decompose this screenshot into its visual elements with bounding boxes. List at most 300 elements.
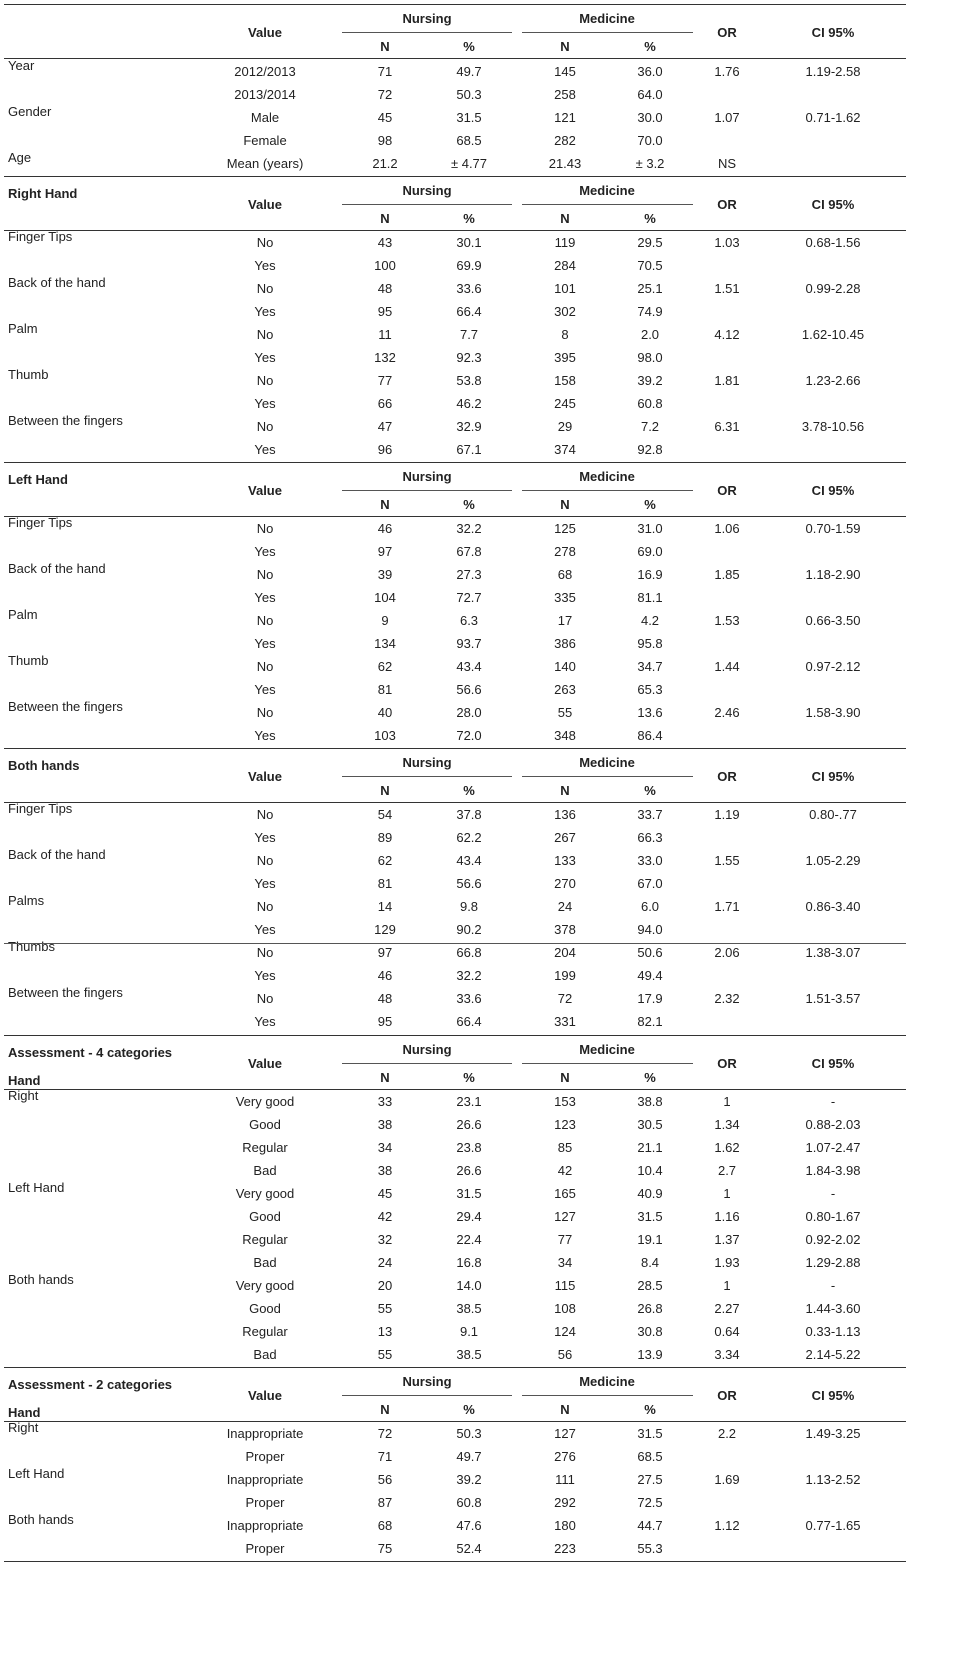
medicine-n: 17	[557, 613, 573, 628]
nursing-pct: 33.6	[456, 991, 482, 1006]
nursing-n: 39	[377, 567, 393, 582]
medicine-n: 199	[554, 968, 576, 983]
row-value: Inappropriate	[226, 1472, 304, 1487]
nursing-pct: 69.9	[456, 258, 482, 273]
medicine-n: 158	[554, 373, 576, 388]
row-value: Male	[250, 110, 280, 125]
confidence-interval: 1.84-3.98	[805, 1163, 861, 1178]
odds-ratio: 1	[723, 1186, 731, 1201]
odds-ratio: 2.2	[717, 1426, 737, 1441]
medicine-pct: 21.1	[637, 1140, 663, 1155]
row-value: Bad	[253, 1255, 277, 1270]
nursing-n: 38	[377, 1163, 393, 1178]
row-value: Female	[243, 133, 287, 148]
row-value: No	[256, 807, 274, 822]
row-value: No	[256, 419, 274, 434]
nursing-n-header: N	[380, 1402, 390, 1417]
row-label: Year	[8, 58, 35, 73]
confidence-interval: 0.66-3.50	[805, 613, 861, 628]
medicine-n: 267	[554, 830, 576, 845]
medicine-n: 335	[554, 590, 576, 605]
row-value: Good	[249, 1117, 281, 1132]
odds-ratio: 4.12	[714, 327, 740, 342]
medicine-n: 42	[557, 1163, 573, 1178]
odds-ratio: 1.12	[714, 1518, 740, 1533]
medicine-pct: 30.0	[637, 110, 663, 125]
header-bottom-rule	[4, 58, 906, 59]
confidence-interval: 0.68-1.56	[805, 235, 861, 250]
row-value: Inappropriate	[226, 1518, 304, 1533]
nursing-pct: 38.5	[456, 1301, 482, 1316]
nursing-n: 20	[377, 1278, 393, 1293]
row-value: No	[256, 659, 274, 674]
medicine-pct: 6.0	[640, 899, 660, 914]
row-value: Yes	[254, 728, 276, 743]
row-label: Palm	[8, 321, 38, 336]
medicine-pct: 68.5	[637, 1449, 663, 1464]
row-label: Thumb	[8, 367, 49, 382]
nursing-pct: 14.0	[456, 1278, 482, 1293]
medicine-n: 68	[557, 567, 573, 582]
confidence-interval: 0.86-3.40	[805, 899, 861, 914]
medicine-pct: 13.9	[637, 1347, 663, 1362]
row-label: Both hands	[8, 1272, 74, 1287]
nursing-n: 97	[377, 544, 393, 559]
nursing-n: 21.2	[372, 156, 398, 171]
medicine-pct: 66.3	[637, 830, 663, 845]
nursing-n: 34	[377, 1140, 393, 1155]
nursing-n: 14	[377, 899, 393, 914]
table-bottom-rule	[4, 1561, 906, 1562]
nursing-n: 96	[377, 442, 393, 457]
medicine-n: 165	[554, 1186, 576, 1201]
medicine-pct: 26.8	[637, 1301, 663, 1316]
row-label: Left Hand	[8, 1180, 65, 1195]
row-value: Yes	[254, 968, 276, 983]
odds-ratio: 2.46	[714, 705, 740, 720]
confidence-interval: 1.51-3.57	[805, 991, 861, 1006]
ci-header: CI 95%	[811, 25, 855, 40]
hand-header: Hand	[8, 1405, 41, 1420]
nursing-underline	[342, 1063, 512, 1064]
medicine-pct: 69.0	[637, 544, 663, 559]
nursing-pct: 30.1	[456, 235, 482, 250]
nursing-n: 56	[377, 1472, 393, 1487]
row-value: 2012/2013	[234, 64, 296, 79]
nursing-pct: 43.4	[456, 659, 482, 674]
row-label: Right	[8, 1088, 39, 1103]
medicine-n: 108	[554, 1301, 576, 1316]
medicine-pct: 30.5	[637, 1117, 663, 1132]
row-value: No	[256, 373, 274, 388]
or-header: OR	[717, 197, 737, 212]
nursing-n: 77	[377, 373, 393, 388]
nursing-pct: 31.5	[456, 1186, 482, 1201]
nursing-underline	[342, 776, 512, 777]
medicine-pct: ± 3.2	[635, 156, 665, 171]
nursing-underline	[342, 490, 512, 491]
medicine-n: 282	[554, 133, 576, 148]
value-header: Value	[248, 1388, 282, 1403]
nursing-n: 97	[377, 945, 393, 960]
nursing-n: 33	[377, 1094, 393, 1109]
medicine-pct: 25.1	[637, 281, 663, 296]
odds-ratio: 1.16	[714, 1209, 740, 1224]
confidence-interval: 0.99-2.28	[805, 281, 861, 296]
row-value: Yes	[254, 442, 276, 457]
row-value: Bad	[253, 1163, 277, 1178]
nursing-pct: 9.8	[459, 899, 479, 914]
confidence-interval: 1.23-2.66	[805, 373, 861, 388]
row-label: Back of the hand	[8, 561, 106, 576]
confidence-interval: 0.88-2.03	[805, 1117, 861, 1132]
row-value: 2013/2014	[234, 87, 296, 102]
odds-ratio: 1.19	[714, 807, 740, 822]
medicine-n: 72	[557, 991, 573, 1006]
row-value: Yes	[254, 258, 276, 273]
or-header: OR	[717, 25, 737, 40]
odds-ratio: 1.07	[714, 110, 740, 125]
nursing-pct: 46.2	[456, 396, 482, 411]
header-bottom-rule	[4, 1089, 906, 1090]
medicine-n: 8	[561, 327, 569, 342]
medicine-pct: 31.5	[637, 1209, 663, 1224]
nursing-pct: 66.4	[456, 304, 482, 319]
odds-ratio: NS	[717, 156, 737, 171]
medicine-pct: 36.0	[637, 64, 663, 79]
or-header: OR	[717, 1056, 737, 1071]
medicine-underline	[522, 32, 693, 33]
row-value: No	[256, 705, 274, 720]
medicine-underline	[522, 776, 693, 777]
medicine-pct: 8.4	[640, 1255, 660, 1270]
medicine-n: 263	[554, 682, 576, 697]
nursing-pct: 29.4	[456, 1209, 482, 1224]
row-value: No	[256, 235, 274, 250]
nursing-pct: 23.8	[456, 1140, 482, 1155]
nursing-n: 11	[378, 327, 392, 342]
nursing-n: 72	[377, 87, 393, 102]
row-value: Very good	[235, 1278, 295, 1293]
medicine-pct: 27.5	[637, 1472, 663, 1487]
medicine-underline	[522, 1063, 693, 1064]
confidence-interval: 3.78-10.56	[801, 419, 865, 434]
nursing-pct: 6.3	[459, 613, 479, 628]
row-label: Back of the hand	[8, 847, 106, 862]
row-value: Yes	[254, 830, 276, 845]
medicine-pct: 29.5	[637, 235, 663, 250]
medicine-pct: 38.8	[637, 1094, 663, 1109]
odds-ratio: 1.55	[714, 853, 740, 868]
nursing-pct: 92.3	[456, 350, 482, 365]
nursing-n-header: N	[380, 783, 390, 798]
row-value: Yes	[254, 304, 276, 319]
odds-ratio: 1.62	[714, 1140, 740, 1155]
nursing-header: Nursing	[402, 1374, 452, 1389]
nursing-pct: 66.8	[456, 945, 482, 960]
medicine-pct: 30.8	[637, 1324, 663, 1339]
medicine-n: 123	[554, 1117, 576, 1132]
medicine-pct: 4.2	[640, 613, 660, 628]
section-title: Assessment - 4 categories	[8, 1045, 173, 1060]
medicine-n: 292	[554, 1495, 576, 1510]
medicine-n: 258	[554, 87, 576, 102]
medicine-pct: 92.8	[637, 442, 663, 457]
nursing-n-header: N	[380, 1070, 390, 1085]
nursing-pct: 33.6	[456, 281, 482, 296]
medicine-pct: 94.0	[637, 922, 663, 937]
medicine-n: 124	[554, 1324, 576, 1339]
nursing-n: 87	[377, 1495, 393, 1510]
row-value: Proper	[245, 1449, 285, 1464]
nursing-pct-header: %	[463, 211, 475, 226]
medicine-n: 276	[554, 1449, 576, 1464]
nursing-pct: 9.1	[459, 1324, 479, 1339]
row-value: Good	[249, 1209, 281, 1224]
nursing-n: 9	[381, 613, 389, 628]
row-value: Yes	[254, 636, 276, 651]
odds-ratio: 2.7	[717, 1163, 737, 1178]
nursing-n: 71	[377, 1449, 393, 1464]
medicine-pct: 74.9	[637, 304, 663, 319]
row-value: Yes	[254, 396, 276, 411]
medicine-n: 127	[554, 1426, 576, 1441]
confidence-interval: 1.49-3.25	[805, 1426, 861, 1441]
confidence-interval: -	[830, 1186, 836, 1201]
medicine-pct: 86.4	[637, 728, 663, 743]
odds-ratio: 2.32	[714, 991, 740, 1006]
nursing-pct: 23.1	[456, 1094, 482, 1109]
row-value: No	[256, 945, 274, 960]
row-value: No	[256, 613, 274, 628]
row-label: Palm	[8, 607, 38, 622]
medicine-pct: 34.7	[637, 659, 663, 674]
nursing-pct: 49.7	[456, 64, 482, 79]
value-header: Value	[248, 1056, 282, 1071]
nursing-n: 98	[377, 133, 393, 148]
confidence-interval: 1.58-3.90	[805, 705, 861, 720]
confidence-interval: -	[830, 1278, 836, 1293]
medicine-pct: 49.4	[637, 968, 663, 983]
row-label: Between the fingers	[8, 985, 123, 1000]
medicine-pct: 39.2	[637, 373, 663, 388]
odds-ratio: 1.93	[714, 1255, 740, 1270]
medicine-pct-header: %	[644, 1402, 656, 1417]
nursing-n: 42	[377, 1209, 393, 1224]
nursing-n: 68	[377, 1518, 393, 1533]
medicine-n: 136	[554, 807, 576, 822]
nursing-n: 89	[377, 830, 393, 845]
medicine-n: 284	[554, 258, 576, 273]
row-value: Bad	[253, 1347, 277, 1362]
nursing-pct: 56.6	[456, 876, 482, 891]
medicine-pct: 65.3	[637, 682, 663, 697]
nursing-n-header: N	[380, 39, 390, 54]
value-header: Value	[248, 769, 282, 784]
medicine-pct: 17.9	[637, 991, 663, 1006]
row-value: No	[256, 853, 274, 868]
header-bottom-rule	[4, 802, 906, 803]
nursing-pct-header: %	[463, 783, 475, 798]
nursing-n: 40	[377, 705, 393, 720]
nursing-n: 129	[374, 922, 396, 937]
nursing-n-header: N	[380, 211, 390, 226]
confidence-interval: 2.14-5.22	[805, 1347, 861, 1362]
row-label: Finger Tips	[8, 229, 73, 244]
nursing-n: 95	[377, 304, 393, 319]
medicine-pct: 16.9	[637, 567, 663, 582]
odds-ratio: 1.53	[714, 613, 740, 628]
nursing-n: 100	[374, 258, 396, 273]
row-value: Yes	[254, 876, 276, 891]
odds-ratio: 2.27	[714, 1301, 740, 1316]
confidence-interval: 0.97-2.12	[805, 659, 861, 674]
odds-ratio: 1.69	[714, 1472, 740, 1487]
ci-header: CI 95%	[811, 769, 855, 784]
odds-ratio: 1.34	[714, 1117, 740, 1132]
nursing-pct: 16.8	[456, 1255, 482, 1270]
nursing-header: Nursing	[402, 755, 452, 770]
medicine-n: 121	[554, 110, 576, 125]
confidence-interval: 0.71-1.62	[805, 110, 861, 125]
nursing-n: 54	[377, 807, 393, 822]
odds-ratio: 1.85	[714, 567, 740, 582]
nursing-pct: 90.2	[456, 922, 482, 937]
nursing-pct: 68.5	[456, 133, 482, 148]
row-value: No	[256, 521, 274, 536]
confidence-interval: 1.38-3.07	[805, 945, 861, 960]
medicine-pct: 70.0	[637, 133, 663, 148]
row-label: Between the fingers	[8, 699, 123, 714]
medicine-header: Medicine	[579, 755, 635, 770]
nursing-pct: 39.2	[456, 1472, 482, 1487]
medicine-pct: 64.0	[637, 87, 663, 102]
medicine-pct: 2.0	[640, 327, 660, 342]
nursing-n-header: N	[380, 497, 390, 512]
nursing-pct: 50.3	[456, 1426, 482, 1441]
row-value: No	[256, 327, 274, 342]
medicine-pct: 7.2	[640, 419, 660, 434]
medicine-pct: 50.6	[637, 945, 663, 960]
row-label: Gender	[8, 104, 52, 119]
row-label: Finger Tips	[8, 801, 73, 816]
medicine-pct: 44.7	[637, 1518, 663, 1533]
confidence-interval: 1.05-2.29	[805, 853, 861, 868]
nursing-pct-header: %	[463, 39, 475, 54]
row-group-rule	[4, 943, 906, 944]
nursing-n: 55	[377, 1347, 393, 1362]
nursing-pct: 67.8	[456, 544, 482, 559]
nursing-n: 104	[374, 590, 396, 605]
medicine-header: Medicine	[579, 11, 635, 26]
nursing-pct: 27.3	[456, 567, 482, 582]
nursing-pct: 31.5	[456, 110, 482, 125]
medicine-n: 111	[555, 1472, 575, 1487]
nursing-n: 66	[377, 396, 393, 411]
row-value: No	[256, 899, 274, 914]
nursing-n: 46	[377, 968, 393, 983]
nursing-n: 95	[377, 1014, 393, 1029]
nursing-n: 38	[377, 1117, 393, 1132]
confidence-interval: 0.80-1.67	[805, 1209, 861, 1224]
medicine-n: 34	[557, 1255, 573, 1270]
confidence-interval: 1.07-2.47	[805, 1140, 861, 1155]
medicine-pct-header: %	[644, 39, 656, 54]
nursing-pct: ± 4.77	[450, 156, 488, 171]
section-top-rule	[4, 748, 906, 749]
nursing-n: 46	[377, 521, 393, 536]
odds-ratio: 1.03	[714, 235, 740, 250]
medicine-n: 55	[557, 705, 573, 720]
section-top-rule	[4, 462, 906, 463]
odds-ratio: 1.37	[714, 1232, 740, 1247]
nursing-pct-header: %	[463, 1070, 475, 1085]
ci-header: CI 95%	[811, 1056, 855, 1071]
medicine-pct: 28.5	[637, 1278, 663, 1293]
nursing-underline	[342, 32, 512, 33]
medicine-pct: 13.6	[637, 705, 663, 720]
nursing-n: 62	[377, 853, 393, 868]
medicine-pct: 33.7	[637, 807, 663, 822]
nursing-pct: 72.0	[456, 728, 482, 743]
nursing-n: 103	[374, 728, 396, 743]
nursing-pct-header: %	[463, 1402, 475, 1417]
header-bottom-rule	[4, 230, 906, 231]
header-bottom-rule	[4, 1421, 906, 1422]
odds-ratio: 1.51	[714, 281, 740, 296]
medicine-pct: 98.0	[637, 350, 663, 365]
row-value: Very good	[235, 1186, 295, 1201]
medicine-n: 85	[557, 1140, 573, 1155]
nursing-n: 72	[377, 1426, 393, 1441]
medicine-n-header: N	[560, 39, 570, 54]
medicine-n: 24	[557, 899, 573, 914]
nursing-pct: 67.1	[456, 442, 482, 457]
nursing-pct: 47.6	[456, 1518, 482, 1533]
row-value: Yes	[254, 590, 276, 605]
value-header: Value	[248, 197, 282, 212]
odds-ratio: 1	[723, 1278, 731, 1293]
medicine-n: 386	[554, 636, 576, 651]
nursing-pct: 56.6	[456, 682, 482, 697]
medicine-pct-header: %	[644, 211, 656, 226]
row-value: Yes	[254, 922, 276, 937]
row-label: Age	[8, 150, 32, 165]
medicine-n-header: N	[560, 211, 570, 226]
nursing-n: 81	[377, 682, 393, 697]
nursing-n: 45	[377, 1186, 393, 1201]
medicine-underline	[522, 1395, 693, 1396]
nursing-pct-header: %	[463, 497, 475, 512]
ci-header: CI 95%	[811, 483, 855, 498]
nursing-pct: 53.8	[456, 373, 482, 388]
medicine-n: 133	[554, 853, 576, 868]
confidence-interval: 0.70-1.59	[805, 521, 861, 536]
medicine-pct: 31.0	[637, 521, 663, 536]
medicine-n: 115	[554, 1278, 576, 1293]
nursing-n: 75	[377, 1541, 393, 1556]
medicine-n: 56	[557, 1347, 573, 1362]
nursing-header: Nursing	[402, 469, 452, 484]
odds-ratio: 1	[723, 1094, 731, 1109]
section-top-rule	[4, 176, 906, 177]
medicine-pct-header: %	[644, 1070, 656, 1085]
odds-ratio: 1.76	[714, 64, 740, 79]
medicine-header: Medicine	[579, 469, 635, 484]
nursing-pct: 93.7	[456, 636, 482, 651]
confidence-interval: 0.33-1.13	[805, 1324, 861, 1339]
nursing-pct: 38.5	[456, 1347, 482, 1362]
